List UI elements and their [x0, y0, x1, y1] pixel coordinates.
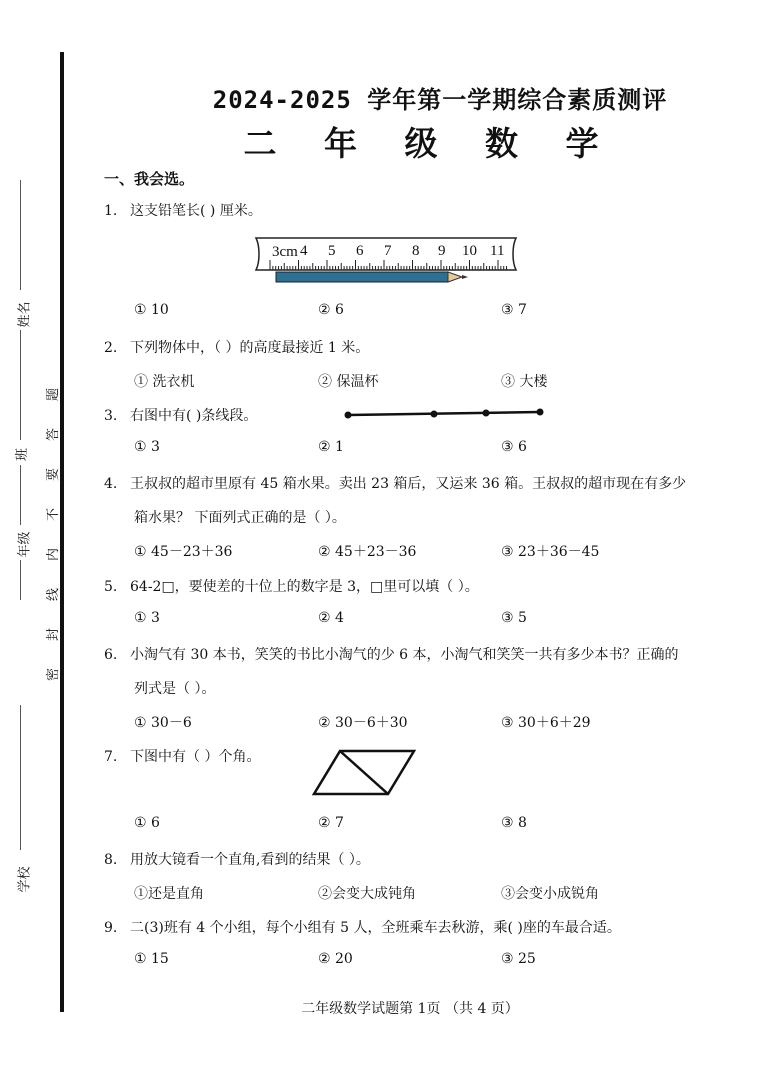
- line-segment-figure: [340, 404, 550, 424]
- question-6: [104, 644, 679, 664]
- option[interactable]: ① 3: [134, 610, 160, 626]
- ruler-label: 8: [412, 243, 420, 259]
- question-8: [104, 849, 370, 869]
- question-number: 8.: [104, 852, 118, 868]
- question-4: [104, 473, 686, 493]
- name-label: 姓名: [17, 301, 33, 328]
- ruler-pencil-figure: [250, 232, 520, 288]
- class-underline: [20, 330, 21, 440]
- grade-underline-2: [20, 560, 21, 600]
- option[interactable]: ① 6: [134, 815, 160, 831]
- question-number: 7.: [104, 749, 118, 765]
- question-text: 下列物体中，（ ）的高度最接近 1 米。: [130, 340, 370, 356]
- question-3: [104, 405, 257, 425]
- grade-underline: [20, 465, 21, 525]
- question-4-line2: 箱水果？ 下面列式正确的是（ ）。: [134, 510, 346, 526]
- option[interactable]: ② 7: [318, 815, 344, 831]
- question-6-line2: 列式是（ ）。: [134, 681, 216, 697]
- option[interactable]: ③ 大楼: [501, 374, 548, 390]
- option[interactable]: ① 洗衣机: [134, 374, 195, 390]
- question-number: 6.: [104, 647, 118, 663]
- option[interactable]: ③ 6: [501, 439, 527, 455]
- question-text: 二(3)班有 4 个小组，每个小组有 5 人，全班乘车去秋游，乘( )座的车最合适。: [130, 920, 621, 936]
- option[interactable]: ① 45－23＋36: [134, 544, 233, 560]
- question-1: [104, 200, 262, 220]
- question-text: 用放大镜看一个直角,看到的结果（ ）。: [130, 852, 370, 868]
- option[interactable]: ② 20: [318, 951, 353, 967]
- seal-char: 题: [46, 387, 62, 402]
- question-5: [104, 576, 479, 596]
- option[interactable]: ② 保温杯: [318, 374, 379, 390]
- question-number: 3.: [104, 408, 118, 424]
- name-underline: [20, 180, 21, 290]
- question-number: 5.: [104, 579, 118, 595]
- option[interactable]: ① 3: [134, 439, 160, 455]
- parallelogram-figure: [310, 748, 420, 798]
- option[interactable]: ② 45＋23－36: [318, 544, 417, 560]
- option[interactable]: ① 10: [134, 302, 169, 318]
- option[interactable]: ③ 23＋36－45: [501, 544, 600, 560]
- seal-char: 不: [46, 507, 62, 522]
- question-text: 这支铅笔长( ) 厘米。: [130, 203, 262, 219]
- seal-char: 线: [46, 587, 62, 602]
- question-text: 右图中有( )条线段。: [130, 408, 258, 424]
- seal-char: 封: [46, 627, 62, 642]
- ruler-label: 10: [462, 243, 477, 259]
- seal-char: 密: [46, 667, 62, 682]
- question-2: [104, 337, 369, 357]
- page-footer: 二年级数学试题第 1页 （共 4 页）: [301, 1001, 519, 1017]
- option[interactable]: ② 6: [318, 302, 344, 318]
- ruler-label: 6: [356, 243, 364, 259]
- option[interactable]: ③ 30＋6＋29: [501, 715, 591, 731]
- question-number: 2.: [104, 340, 118, 356]
- binding-line: [60, 52, 64, 1012]
- option[interactable]: ②会变大成钝角: [318, 886, 416, 902]
- seal-char: 要: [46, 467, 62, 482]
- question-text: 王叔叔的超市里原有 45 箱水果。卖出 23 箱后，又运来 36 箱。王叔叔的超市现在有多少: [130, 476, 687, 492]
- option[interactable]: ① 15: [134, 951, 169, 967]
- question-number: 1.: [104, 203, 118, 219]
- option[interactable]: ③会变小成锐角: [501, 886, 599, 902]
- exam-subject: 二 年 级 数 学: [243, 124, 617, 163]
- option[interactable]: ③ 5: [501, 610, 527, 626]
- option[interactable]: ③ 25: [501, 951, 536, 967]
- school-label: 学校: [17, 866, 33, 893]
- ruler-label: 3cm: [272, 244, 298, 260]
- grade-label: 年级: [17, 531, 33, 558]
- option[interactable]: ①还是直角: [134, 886, 204, 902]
- ruler-label: 11: [490, 243, 505, 259]
- school-underline: [20, 705, 21, 850]
- question-number: 9.: [104, 920, 118, 936]
- ruler-label: 4: [300, 243, 308, 259]
- pencil-tip: [448, 272, 462, 282]
- exam-title: 2024-2025 学年第一学期综合素质测评: [212, 86, 668, 114]
- question-text: 下图中有（ ）个角。: [130, 749, 261, 765]
- option[interactable]: ② 1: [318, 439, 344, 455]
- question-text: 64-2□，要使差的十位上的数字是 3，□里可以填（ ）。: [130, 579, 479, 595]
- option[interactable]: ③ 7: [501, 302, 527, 318]
- option[interactable]: ② 4: [318, 610, 344, 626]
- question-text: 小淘气有 30 本书，笑笑的书比小淘气的少 6 本，小淘气和笑笑一共有多少本书？正确的: [130, 647, 679, 663]
- option[interactable]: ② 30－6＋30: [318, 715, 408, 731]
- ruler-label: 9: [438, 243, 446, 259]
- seal-char: 内: [46, 547, 62, 562]
- ruler-label: 7: [384, 243, 392, 259]
- question-7: [104, 746, 260, 766]
- class-label: 班: [15, 447, 31, 462]
- option[interactable]: ③ 8: [501, 815, 527, 831]
- option[interactable]: ① 30－6: [134, 715, 192, 731]
- seal-char: 答: [46, 427, 62, 442]
- pencil-body: [276, 272, 448, 282]
- section-title: 一、我会选。: [104, 170, 195, 188]
- ruler-label: 5: [328, 243, 336, 259]
- pencil-lead: [462, 275, 468, 279]
- question-9: [104, 917, 621, 937]
- question-number: 4.: [104, 476, 118, 492]
